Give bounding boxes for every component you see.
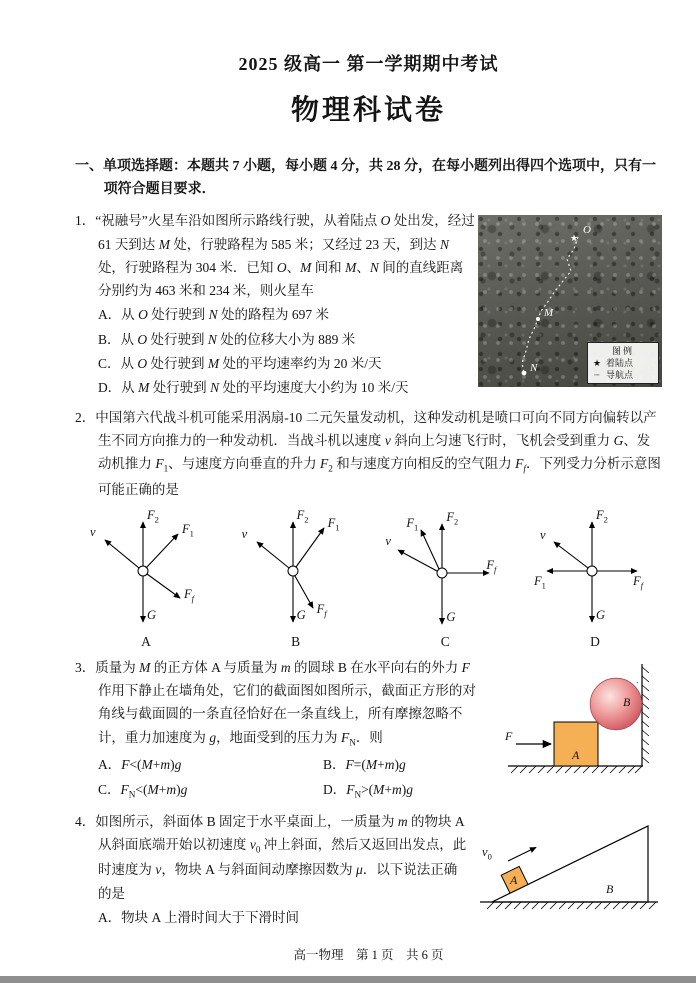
q4-option-a: A．物块 A 上滑时间大于下滑时间	[97, 909, 299, 925]
f1-label: $F_1$	[327, 515, 340, 533]
q3-figure	[502, 664, 662, 782]
paper-title: 物理科试卷	[290, 95, 446, 126]
wall-hatching	[642, 667, 649, 763]
v-label: v	[385, 533, 391, 548]
v-arrow	[257, 542, 289, 568]
q1-option-d: D．从 M 处行驶到 N 处的平均速度大小约为 10 米/天	[97, 380, 409, 396]
f2-label: $F_2$	[147, 507, 159, 525]
ff-label: $F_f$	[316, 601, 327, 619]
ball-b-label: B	[623, 694, 631, 709]
question-2	[75, 406, 662, 650]
page-footer: 高一物理 第 1 页 共 6 页	[293, 948, 444, 963]
diagram-c-caption: C	[440, 633, 450, 649]
q3-option-b: B．F=(M+m)g	[322, 757, 406, 773]
exam-title: 2025 级高一 第一学期期中考试	[238, 54, 499, 74]
point-n-marker	[522, 371, 527, 376]
landing-star-icon: ★	[570, 233, 579, 244]
wedge-b-label: B	[606, 881, 614, 896]
q4-text	[75, 810, 470, 930]
ff-arrow	[295, 576, 313, 608]
f1-label: $F_1$	[406, 515, 419, 533]
f2-label: $F_2$	[595, 507, 608, 525]
table-hatching	[487, 902, 656, 909]
q3-options	[75, 753, 483, 804]
v0-label: $v_0$	[482, 844, 492, 862]
mars-route-map	[478, 215, 662, 387]
q3-stem: 3．质量为 M 的正方体 A 与质量为 m 的圆球 B 在水平向右的外力 F 作用下静止在墙角处，它们的截面图如图所示，截面正方形的对角线与截面圆的一条直径恰好在一条直线上，所有摩擦忽略不计，重力加速度为 g，地面受到的压力为 $F_N$．则	[75, 659, 476, 748]
g-label: G	[595, 607, 605, 622]
question-3	[75, 656, 662, 804]
q1-option-c: C．从 O 处行驶到 M 处的平均速率约为 20 米/天	[97, 356, 382, 372]
ff-label: $F_f$	[632, 573, 643, 591]
f2-label: $F_2$	[446, 509, 459, 527]
f1-label: $F_1$	[182, 521, 194, 539]
f1-arrow	[296, 528, 324, 567]
force-diagram-option-b	[235, 509, 357, 650]
ball-b	[590, 678, 642, 730]
q3-text	[75, 656, 483, 804]
landing-star-icon: ★	[592, 358, 602, 369]
scan-edge	[0, 976, 696, 983]
f2-label: $F_2$	[296, 507, 309, 525]
map-legend-title: 图例	[611, 345, 634, 356]
point-n-label: N	[530, 362, 538, 375]
v0-arrow	[508, 847, 536, 861]
q2-force-diagrams	[85, 509, 656, 650]
q1-option-a: A．从 O 处行驶到 N 处的路程为 697 米	[97, 307, 329, 323]
particle	[587, 566, 597, 576]
q4-stem: 4．如图所示，斜面体 B 固定于水平桌面上，一质量为 m 的物块 A 从斜面底端开始以初速度 $v_0$ 冲上斜面，然后又返回出发点，此时速度为 v，物块 A 与斜面间动摩擦因数为 μ．以下说法正确的是	[75, 813, 467, 901]
v-arrow	[554, 542, 588, 568]
map-legend	[587, 342, 659, 384]
question-4	[75, 810, 662, 930]
q3-option-a: A．F<(M+m)g	[97, 757, 182, 773]
legend-landing-label: 着陆点	[606, 358, 634, 369]
point-o-label: O	[583, 224, 591, 237]
point-m-label: M	[544, 307, 554, 320]
force-f-label: F	[505, 728, 513, 743]
ff-label: $F_f$	[486, 557, 497, 575]
q1-text	[75, 209, 475, 400]
waypoint-dots-icon: ┈	[594, 370, 600, 381]
v-arrow	[105, 540, 139, 568]
cube-a-label: A	[572, 747, 580, 762]
v-label: v	[90, 524, 96, 539]
question-1	[75, 209, 662, 400]
q1-option-b: B．从 O 处行驶到 N 处的位移大小为 889 米	[97, 331, 356, 347]
q1-stem: 1．“祝融号”火星车沿如图所示路线行驶，从着陆点 O 处出发，经过 61 天到达 M 处，行驶路程为 585 米；又经过 23 天，到达 N 处，行驶路程为 304 米．已知 O、M 间和 M、N 间的直线距离分别约为 463 米和 234 米，则火星车	[75, 213, 475, 298]
f1-arrow	[146, 534, 178, 568]
diagram-d-caption: D	[590, 633, 600, 649]
force-diagram-a	[85, 509, 207, 631]
section-heading: 一、单项选择题：本题共 7 小题，每小题 4 分，共 28 分，在每小题列出得四个选项中，只有一项符合题目要求．	[75, 159, 656, 197]
ff-arrow	[147, 574, 180, 598]
force-diagram-option-c	[384, 509, 506, 650]
force-diagram-c	[384, 509, 506, 631]
ground-hatching	[511, 766, 642, 773]
force-diagram-option-d	[534, 509, 656, 650]
g-label: G	[147, 607, 157, 622]
q3-option-d: D．$F_N>(M+m)g$	[322, 782, 414, 800]
v-label: v	[241, 526, 248, 541]
force-diagram-option-a	[85, 509, 207, 650]
rover-route-path	[522, 237, 578, 373]
legend-landing-row	[591, 357, 655, 369]
ff-label: $F_f$	[184, 586, 195, 604]
v-label: v	[539, 527, 546, 542]
particle	[437, 568, 447, 578]
diagram-b-caption: B	[291, 633, 301, 649]
legend-waypoint-row	[591, 369, 655, 381]
diagram-a-caption: A	[141, 633, 151, 649]
g-label: G	[446, 609, 456, 624]
q4-figure	[480, 814, 660, 914]
f1-arrow	[421, 530, 439, 569]
block-a-label: A	[510, 872, 518, 887]
force-diagram-b	[235, 509, 357, 631]
legend-waypoint-label: 导航点	[606, 370, 634, 381]
force-diagram-d	[534, 509, 656, 631]
particle	[288, 566, 298, 576]
q3-option-c: C．$F_N<(M+m)g$	[97, 782, 188, 800]
g-label: G	[296, 607, 306, 622]
f1-label: $F_1$	[533, 573, 546, 591]
q2-stem: 2．中国第六代战斗机可能采用涡扇-10 二元矢量发动机，这种发动机是喷口可向不同方向偏转以产生不同方向推力的一种发动机．当战斗机以速度 v 斜向上匀速飞行时，飞机会受到重力 G、发动机推力 $F_1$、与速度方向垂直的升力 $F_2$ 和与速度方向相反的空气阻力 $F_f$．下列受力分析示意图可能正确的是	[75, 409, 661, 497]
point-m-marker	[536, 317, 540, 321]
